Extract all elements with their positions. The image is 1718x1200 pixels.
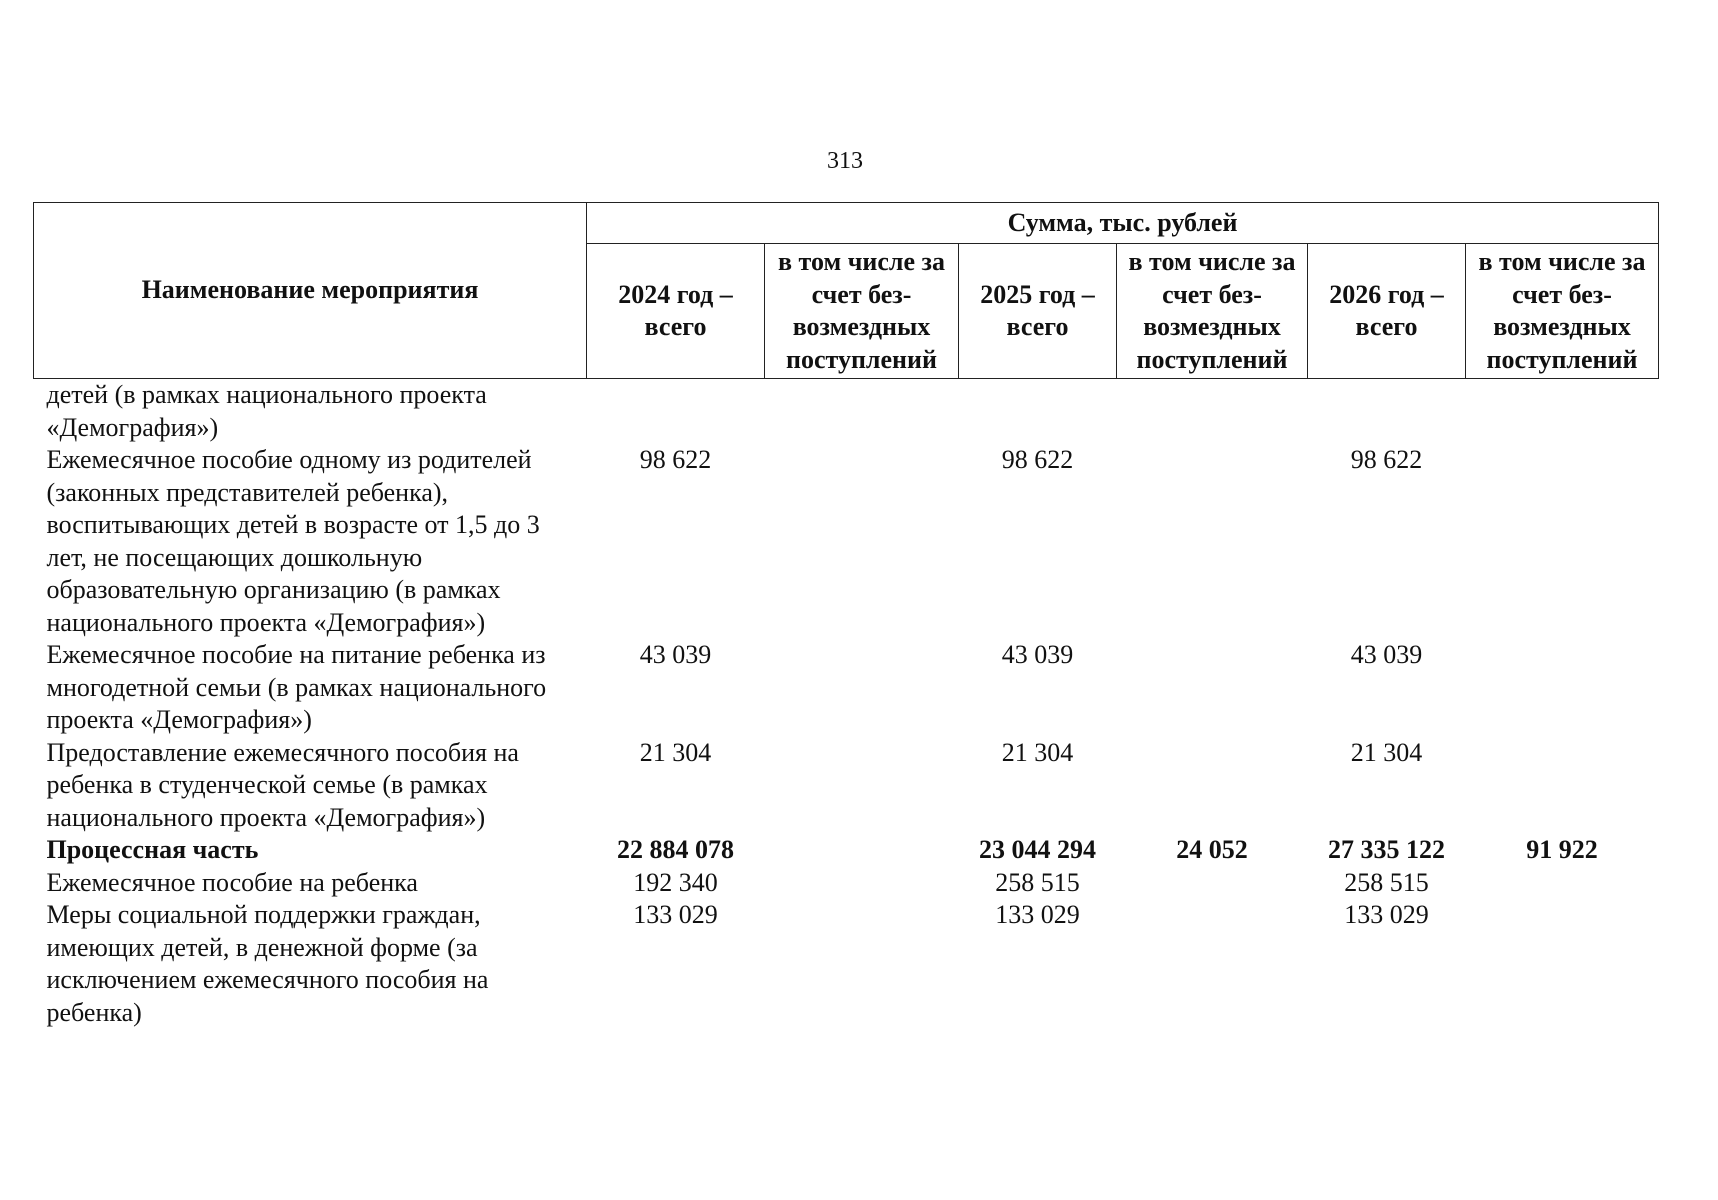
row-name: Меры социальной поддержки граждан, имеющих детей, в денежной форме (за исключением ежемесячного пособия на ребенка) [46,900,489,1027]
header-2025-grants: в том числе за счет без-возмездных поступлений [1117,244,1308,379]
cell-2025-grants [1117,444,1308,639]
cell-2024-grants [765,639,959,737]
cell-2025-grants [1117,899,1308,1029]
cell-2024-total: 22 884 078 [617,835,734,864]
header-2026-grants: в том числе за счет без-возмездных поступлений [1466,244,1659,379]
row-name: Ежемесячное пособие на питание ребенка из многодетной семьи (в рамках национального проекта «Демография») [46,640,547,734]
cell-2024-grants [765,379,959,445]
cell-2026-total: 98 622 [1350,445,1423,474]
row-name: Предоставление ежемесячного пособия на ребенка в студенческой семье (в рамках национального проекта «Демография») [46,737,519,832]
cell-2024-total: 133 029 [633,900,718,929]
row-name: Ежемесячное пособие на ребенка [46,867,418,897]
cell-2026-total: 21 304 [1350,737,1423,767]
cell-2026-total: 43 039 [1350,640,1423,669]
header-2026-total: 2026 год – всего [1308,244,1466,379]
table-row [34,867,1659,900]
cell-2025-total: 98 622 [1001,445,1074,474]
cell-2025-grants [1117,379,1308,445]
table-row [34,639,1659,737]
table-header [34,203,1659,379]
cell-2026-grants [1466,444,1659,639]
cell-2024-grants [765,737,959,835]
header-activity-name: Наименование мероприятия [34,203,587,379]
budget-table [33,202,1659,1029]
table-row [34,444,1659,639]
cell-2026-total: 258 515 [1344,867,1429,897]
cell-2024-grants [765,834,959,867]
cell-2024-grants [765,444,959,639]
cell-2024-total: 21 304 [639,737,712,767]
cell-2026-grants [1466,867,1659,900]
cell-2026-total: 133 029 [1344,900,1429,929]
header-2024-total: 2024 год – всего [587,244,765,379]
cell-2025-total: 21 304 [1001,737,1074,767]
cell-2025-total [959,379,1117,445]
cell-2026-grants [1466,639,1659,737]
row-name: детей (в рамках национального проекта «Демография») [46,380,487,442]
row-name: Ежемесячное пособие одному из родителей (законных представителей ребенка), воспитывающих детей в возрасте от 1,5 до 3 лет, не посещающих дошкольную образовательную организацию (в рамках национального проекта «Демография») [46,445,540,637]
cell-2024-total: 98 622 [639,445,712,474]
cell-2025-grants [1117,737,1308,835]
cell-2026-grants [1466,899,1659,1029]
header-2025-total: 2025 год – всего [959,244,1117,379]
cell-2026-grants [1466,379,1659,445]
cell-2026-total [1308,379,1466,445]
table-row [34,379,1659,445]
table-row-section-total [34,834,1659,867]
cell-2025-total: 43 039 [1001,640,1074,669]
cell-2026-grants [1466,737,1659,835]
cell-2024-total: 43 039 [639,640,712,669]
table-body [34,379,1659,1030]
header-sum-caption: Сумма, тыс. рублей [587,203,1659,244]
cell-2025-grants [1117,639,1308,737]
cell-2026-grants: 91 922 [1526,835,1598,864]
cell-2024-total [587,379,765,445]
cell-2025-total: 23 044 294 [979,835,1096,864]
cell-2025-grants [1117,867,1308,900]
cell-2024-grants [765,867,959,900]
cell-2025-total: 258 515 [995,867,1080,897]
cell-2025-total: 133 029 [995,900,1080,929]
header-2024-grants: в том числе за счет без-возмездных поступлений [765,244,959,379]
cell-2026-total: 27 335 122 [1328,835,1445,864]
cell-2024-total: 192 340 [633,867,718,897]
cell-2024-grants [765,899,959,1029]
page-number: 313 [827,148,863,174]
table-row [34,737,1659,835]
row-name: Процессная часть [46,835,259,864]
cell-2025-grants: 24 052 [1176,835,1248,864]
table-row [34,899,1659,1029]
